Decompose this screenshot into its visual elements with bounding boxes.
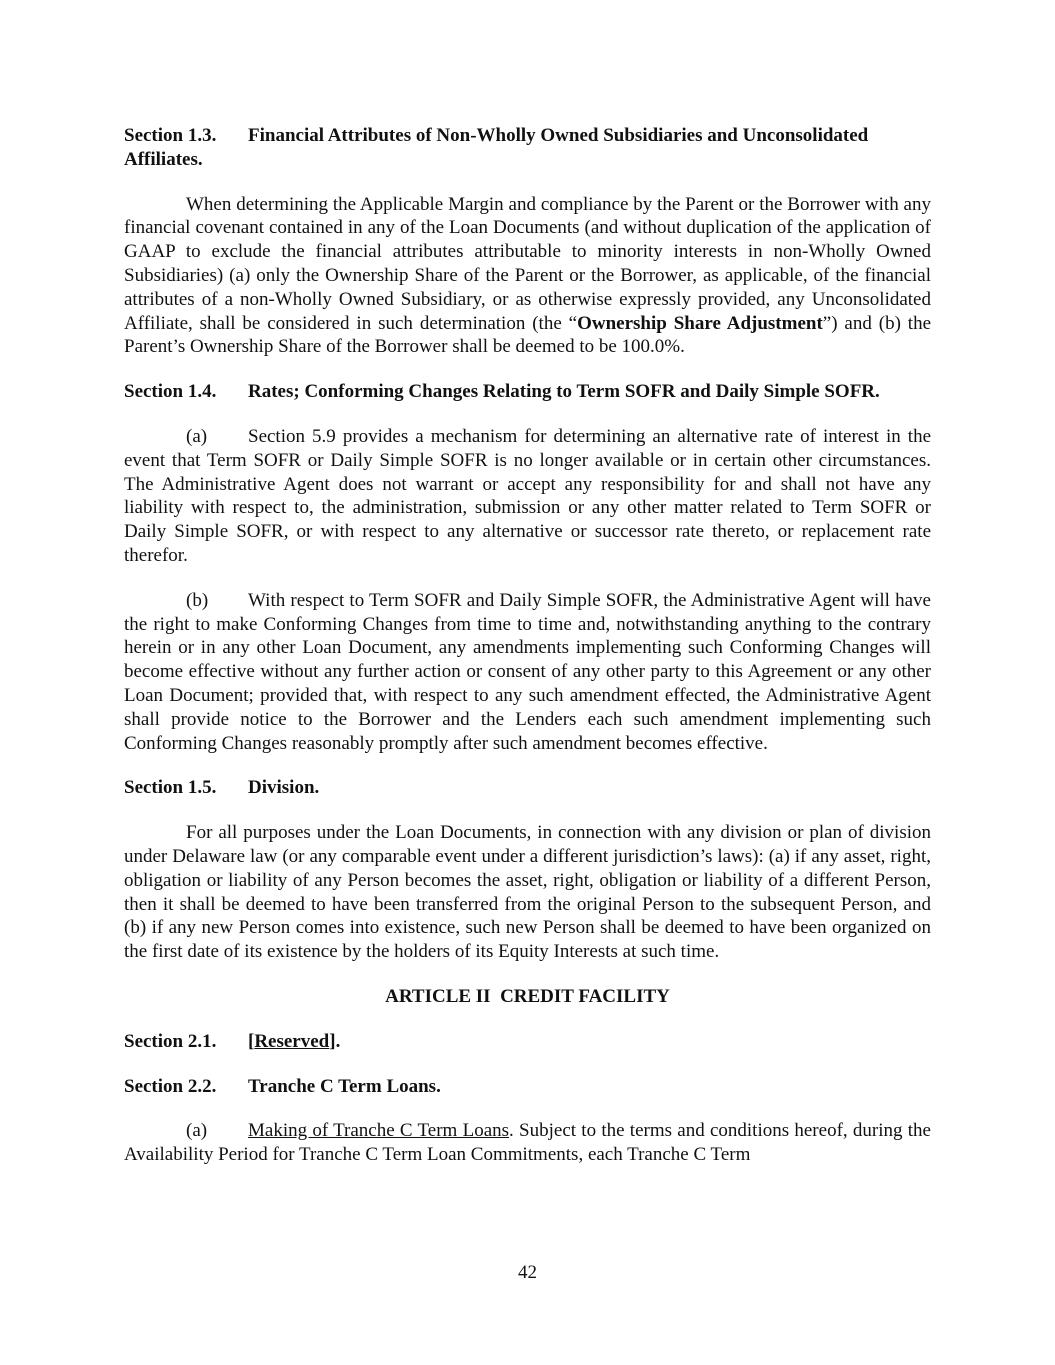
section-number: Section 1.3. [124, 125, 217, 146]
section-title: Reserved [254, 1030, 330, 1052]
clause-title: Making of Tranche C Term Loans [248, 1120, 510, 1142]
section-1-4-heading [124, 380, 931, 404]
section-1-3-paragraph: When determining the Applicable Margin and compliance by the Parent or the Borrower with any financial covenant contained in any of the Loan Documents (and without duplication of the application of GAAP to exclude the financial attributes attributable to minority interests in non-Wholly Owned Subsidiaries) (a) only the Ownership Share of the Parent or the Borrower, as applicable, of the financial attributes of a non-Wholly Owned Subsidiary, or as otherwise expressly provided, any Unconsolidated Affiliate, shall be considered in such determination (the “Ownership Share Adjustment”) and (b) the Parent’s Ownership Share of the Borrower shall be deemed to be 100.0%. [124, 193, 932, 358]
section-title: Tranche C Term Loans. [248, 1075, 441, 1097]
section-2-2-heading [124, 1075, 931, 1099]
section-title: Rates; Conforming Changes Relating to Term SOFR and Daily Simple SOFR. [248, 381, 880, 403]
section-number: Section 1.5. [124, 777, 217, 799]
section-2-2-clause-a: (a) Making of Tranche C Term Loans. Subject to the terms and conditions hereof, during the Availability Period for Tranche C Term Loan Commitments, each Tranche C Term [124, 1120, 931, 1166]
defined-term: Ownership Share Adjustment [577, 312, 823, 334]
section-2-1-heading: Section 2.1. [Reserved]. [124, 1030, 341, 1052]
page-number: 42 [518, 1262, 537, 1283]
section-1-3-heading [124, 124, 931, 172]
article-heading: ARTICLE II CREDIT FACILITY [385, 985, 670, 1007]
section-number: Section 2.1. [124, 1030, 217, 1052]
section-title: Financial Attributes of Non-Wholly Owned Subsidiaries and Unconsolidated Affiliates. [124, 125, 869, 170]
clause-label: (a) [186, 1120, 208, 1142]
section-number: Section 2.2. [124, 1075, 217, 1097]
section-1-4-clause-b: (b) With respect to Term SOFR and Daily Simple SOFR, the Administrative Agent will have the right to make Conforming Changes from time to time and, notwithstanding anything to the contrary herein or in any other Loan Document, any amendments implementing such Conforming Changes will become effective without any further action or consent of any other party to this Agreement or any other Loan Document; provided that, with respect to any such amendment effected, the Administrative Agent shall provide notice to the Borrower and the Lenders each such amendment implementing such Conforming Changes reasonably promptly after such amendment becomes effective. [124, 589, 931, 754]
clause-label: (a) [186, 425, 208, 447]
section-title: Division. [248, 777, 320, 799]
section-1-4-clause-a: (a) Section 5.9 provides a mechanism for determining an alternative rate of interest in the event that Term SOFR or Daily Simple SOFR is no longer available or in certain other circumstances. The Administrative Agent does not warrant or accept any responsibility for and shall not have any liability with respect to, the administration, submission or any other matter related to Term SOFR or Daily Simple SOFR, or with respect to any alternative or successor rate thereto, or replacement rate therefor. [124, 425, 931, 566]
document-page [124, 124, 931, 1167]
section-1-5-paragraph: For all purposes under the Loan Documents, in connection with any division or plan of division under Delaware law (or any comparable event under a different jurisdiction’s laws): (a) if any asset, right, obligation or liability of any Person becomes the asset, right, obligation or liability of a different Person, then it shall be deemed to have been transferred from the original Person to the subsequent Person, and (b) if any new Person comes into existence, such new Person shall be deemed to have been organized on the first date of its existence by the holders of its Equity Interests at such time. [124, 822, 931, 963]
clause-label: (b) [186, 589, 209, 611]
section-1-5-heading [124, 776, 931, 800]
section-number: Section 1.4. [124, 381, 217, 403]
